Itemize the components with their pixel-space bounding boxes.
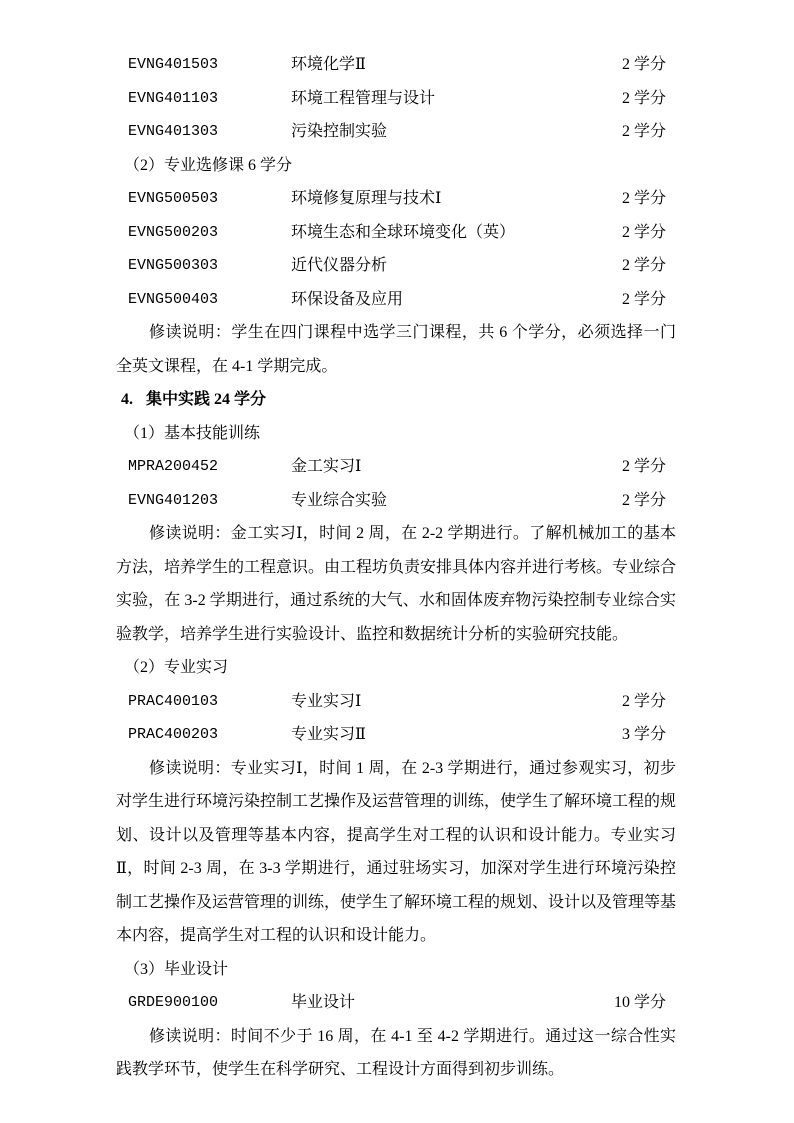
- course-code: EVNG401303: [128, 123, 219, 140]
- course-title: 环境修复原理与技术Ⅰ: [291, 190, 442, 207]
- course-code: PRAC400103: [128, 692, 219, 710]
- course-title: 近代仪器分析: [291, 257, 388, 274]
- course-credits: 2 学分: [621, 123, 666, 140]
- course-code: MPRA200452: [128, 458, 219, 475]
- heading-text: 集中实践 24 学分: [146, 391, 267, 408]
- course-code: GRDE900100: [128, 994, 219, 1011]
- course-credits: 3 学分: [621, 726, 666, 743]
- course-row: [116, 283, 676, 317]
- course-code: EVNG500203: [128, 223, 219, 241]
- course-row: [116, 685, 676, 719]
- course-title: 毕业设计: [291, 994, 356, 1011]
- course-credits: 2 学分: [621, 223, 666, 241]
- course-row: [116, 182, 676, 216]
- course-credits: 2 学分: [621, 491, 666, 509]
- course-row: [116, 82, 676, 116]
- course-credits: 2 学分: [621, 89, 666, 107]
- subheading-electives: （2）专业选修课 6 学分: [124, 156, 293, 174]
- note-basic-skills: 修读说明：金工实习Ⅰ，时间 2 周，在 2-2 学期进行。了解机械加工的基本方法，培养学生的工程意识。由工程坊负责安排具体内容并进行考核。专业综合实验，在 3-2 学期进行，通过系统的大气、水和固体废弃物污染控制专业综合实验教学，培养学生进行实验设计、监控和数据统计分析的实验研究技能。: [116, 525, 677, 643]
- course-title: 环境工程管理与设计: [291, 89, 436, 107]
- course-row: [116, 986, 676, 1020]
- course-credits: 2 学分: [621, 56, 666, 73]
- note-internship: 修读说明：专业实习Ⅰ，时间 1 周，在 2-3 学期进行，通过参观实习，初步对学生进行环境污染控制工艺操作及运营管理的训练，使学生了解环境工程的规划、设计以及管理等基本内容，提高学生对工程的认识和设计能力。专业实习Ⅱ，时间 2-3 周，在 3-3 学期进行，通过驻场实习，加深对学生进行环境污染控制工艺操作及运营管理的训练，使学生了解环境工程的规划、设计以及管理等基本内容，提高学生对工程的认识和设计能力。: [116, 759, 677, 944]
- course-code: EVNG500403: [128, 290, 219, 308]
- subheading-basic-skills: （1）基本技能训练: [124, 424, 261, 442]
- course-code: EVNG401203: [128, 491, 219, 509]
- course-row: [116, 718, 676, 752]
- note-graduation: 修读说明：时间不少于 16 周，在 4-1 至 4-2 学期进行。通过这一综合性实践教学环节，使学生在科学研究、工程设计方面得到初步训练。: [116, 1027, 676, 1078]
- course-row: [116, 115, 676, 149]
- document-content: [116, 48, 676, 1087]
- course-credits: 2 学分: [621, 257, 666, 274]
- heading-practice: [116, 383, 676, 417]
- course-row: [116, 249, 676, 283]
- course-code: EVNG401503: [128, 56, 219, 73]
- course-credits: 2 学分: [621, 190, 666, 207]
- course-code: PRAC400203: [128, 726, 219, 743]
- course-code: EVNG500303: [128, 257, 219, 274]
- course-code: EVNG500503: [128, 190, 219, 207]
- course-title: 环保设备及应用: [291, 290, 404, 308]
- course-row: [116, 216, 676, 250]
- course-credits: 2 学分: [621, 692, 666, 710]
- course-title: 专业实习Ⅰ: [291, 692, 362, 710]
- course-title: 污染控制实验: [291, 123, 388, 140]
- subheading-internship: （2）专业实习: [124, 659, 229, 676]
- course-credits: 10 学分: [613, 994, 666, 1011]
- course-title: 金工实习Ⅰ: [291, 458, 362, 475]
- note-electives: 修读说明：学生在四门课程中选学三门课程，共 6 个学分，必须选择一门全英文课程，在 4-1 学期完成。: [116, 324, 676, 375]
- course-code: EVNG401103: [128, 89, 219, 107]
- heading-number: 4.: [121, 391, 133, 408]
- course-title: 专业实习Ⅱ: [291, 726, 366, 743]
- course-row: [116, 450, 676, 484]
- course-credits: 2 学分: [621, 290, 666, 308]
- course-title: 专业综合实验: [291, 491, 388, 509]
- course-credits: 2 学分: [621, 458, 666, 475]
- course-title: 环境化学Ⅱ: [291, 56, 366, 73]
- course-row: [116, 484, 676, 518]
- course-title: 环境生态和全球环境变化（英）: [291, 223, 516, 241]
- course-row: [116, 48, 676, 82]
- subheading-graduation: （3）毕业设计: [124, 960, 229, 978]
